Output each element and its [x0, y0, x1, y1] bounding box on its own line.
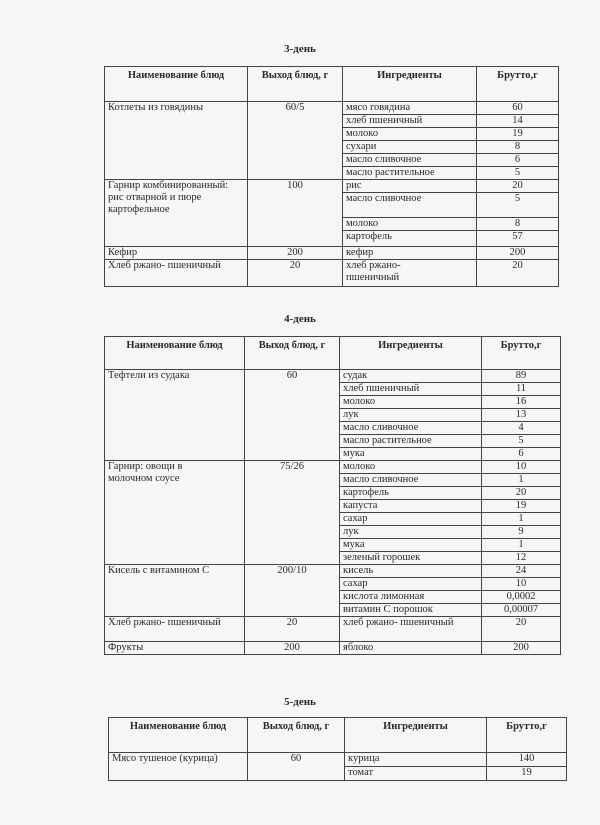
dish-yield: 60/5 — [248, 102, 343, 180]
ingredient-brutto: 200 — [477, 247, 559, 260]
ingredient-name: мука — [340, 539, 482, 552]
ingredient-brutto: 8 — [477, 218, 559, 231]
header-ingredients: Ингредиенты — [345, 718, 487, 753]
header-yield: Выход блюд, г — [248, 718, 345, 753]
dish-yield: 100 — [248, 180, 343, 247]
ingredient-name: мясо говядина — [343, 102, 477, 115]
ingredient-brutto: 57 — [477, 231, 559, 247]
ingredient-name: хлеб ржано- пшеничный — [340, 617, 482, 642]
dish-name: Хлеб ржано- пшеничный — [105, 260, 248, 287]
ingredient-name: масло растительное — [340, 435, 482, 448]
header-brutto: Брутто,г — [482, 337, 561, 370]
ingredient-brutto: 1 — [482, 474, 561, 487]
ingredient-brutto: 1 — [482, 513, 561, 526]
ingredient-brutto: 10 — [482, 461, 561, 474]
dish-yield: 60 — [245, 370, 340, 461]
ingredient-brutto: 10 — [482, 578, 561, 591]
dish-yield: 200 — [245, 642, 340, 655]
ingredient-brutto: 8 — [477, 141, 559, 154]
header-ingredients: Ингредиенты — [343, 67, 477, 102]
dish-yield: 75/26 — [245, 461, 340, 565]
day-4-title: 4-день — [284, 313, 316, 325]
ingredient-name: яблоко — [340, 642, 482, 655]
header-dish: Наименование блюд — [105, 337, 245, 370]
ingredient-name: хлеб ржано- пшеничный — [343, 260, 477, 287]
ingredient-name: зеленый горошек — [340, 552, 482, 565]
dish-name: Хлеб ржано- пшеничный — [105, 617, 245, 642]
ingredient-brutto: 60 — [477, 102, 559, 115]
ingredient-name: молоко — [343, 128, 477, 141]
ingredient-name: капуста — [340, 500, 482, 513]
dish-yield: 200 — [248, 247, 343, 260]
dish-name: Фрукты — [105, 642, 245, 655]
ingredient-name: лук — [340, 526, 482, 539]
header-dish: Наименование блюд — [105, 67, 248, 102]
ingredient-name: хлеб пшеничный — [340, 383, 482, 396]
ingredient-brutto: 19 — [482, 500, 561, 513]
ingredient-name: сахар — [340, 513, 482, 526]
ingredient-name: картофель — [343, 231, 477, 247]
ingredient-brutto: 6 — [477, 154, 559, 167]
ingredient-name: масло сливочное — [340, 422, 482, 435]
ingredient-name: хлеб пшеничный — [343, 115, 477, 128]
day-5-title: 5-день — [284, 696, 316, 708]
header-yield: Выход блюд, г — [245, 337, 340, 370]
ingredient-name: сухари — [343, 141, 477, 154]
header-yield: Выход блюд, г — [248, 67, 343, 102]
ingredient-name: кислота лимонная — [340, 591, 482, 604]
ingredient-name: судак — [340, 370, 482, 383]
day-3-title: 3-день — [284, 43, 316, 55]
ingredient-brutto: 13 — [482, 409, 561, 422]
ingredient-name: рис — [343, 180, 477, 193]
header-ingredients: Ингредиенты — [340, 337, 482, 370]
ingredient-brutto: 5 — [477, 193, 559, 218]
ingredient-name: масло растительное — [343, 167, 477, 180]
ingredient-brutto: 20 — [482, 617, 561, 642]
ingredient-brutto: 14 — [477, 115, 559, 128]
ingredient-brutto: 89 — [482, 370, 561, 383]
dish-name: Кисель с витамином С — [105, 565, 245, 617]
ingredient-name: масло сливочное — [343, 193, 477, 218]
ingredient-brutto: 4 — [482, 422, 561, 435]
ingredient-brutto: 5 — [477, 167, 559, 180]
ingredient-name: молоко — [340, 396, 482, 409]
ingredient-brutto: 140 — [487, 753, 567, 767]
ingredient-name: витамин С порошок — [340, 604, 482, 617]
dish-yield: 20 — [245, 617, 340, 642]
header-dish: Наименование блюд — [109, 718, 248, 753]
ingredient-brutto: 0,00007 — [482, 604, 561, 617]
ingredient-brutto: 24 — [482, 565, 561, 578]
ingredient-name: картофель — [340, 487, 482, 500]
ingredient-brutto: 12 — [482, 552, 561, 565]
dish-yield: 200/10 — [245, 565, 340, 617]
day-3-table — [104, 66, 559, 287]
ingredient-name: сахар — [340, 578, 482, 591]
ingredient-brutto: 20 — [477, 180, 559, 193]
header-brutto: Брутто,г — [487, 718, 567, 753]
ingredient-brutto: 19 — [487, 767, 567, 781]
ingredient-name: курица — [345, 753, 487, 767]
dish-name: Кефир — [105, 247, 248, 260]
ingredient-name: лук — [340, 409, 482, 422]
ingredient-brutto: 5 — [482, 435, 561, 448]
ingredient-brutto: 6 — [482, 448, 561, 461]
day-5-table — [108, 717, 567, 781]
dish-name: Котлеты из говядины — [105, 102, 248, 180]
day-4-table — [104, 336, 561, 655]
header-brutto: Брутто,г — [477, 67, 559, 102]
ingredient-name: мука — [340, 448, 482, 461]
ingredient-brutto: 0,0002 — [482, 591, 561, 604]
ingredient-brutto: 200 — [482, 642, 561, 655]
ingredient-brutto: 11 — [482, 383, 561, 396]
dish-name: Гарнир: овощи в молочном соусе — [105, 461, 245, 565]
dish-name: Гарнир комбинированный: рис отварной и пюре картофельное — [105, 180, 248, 247]
ingredient-brutto: 20 — [482, 487, 561, 500]
ingredient-name: молоко — [343, 218, 477, 231]
ingredient-name: кефир — [343, 247, 477, 260]
dish-name: Тефтели из судака — [105, 370, 245, 461]
ingredient-brutto: 9 — [482, 526, 561, 539]
dish-yield: 60 — [248, 753, 345, 781]
ingredient-name: томат — [345, 767, 487, 781]
dish-name: Мясо тушеное (курица) — [109, 753, 248, 781]
ingredient-name: молоко — [340, 461, 482, 474]
ingredient-name: масло сливочное — [340, 474, 482, 487]
dish-yield: 20 — [248, 260, 343, 287]
ingredient-brutto: 1 — [482, 539, 561, 552]
ingredient-name: кисель — [340, 565, 482, 578]
ingredient-name: масло сливочное — [343, 154, 477, 167]
ingredient-brutto: 19 — [477, 128, 559, 141]
ingredient-brutto: 16 — [482, 396, 561, 409]
ingredient-brutto: 20 — [477, 260, 559, 287]
